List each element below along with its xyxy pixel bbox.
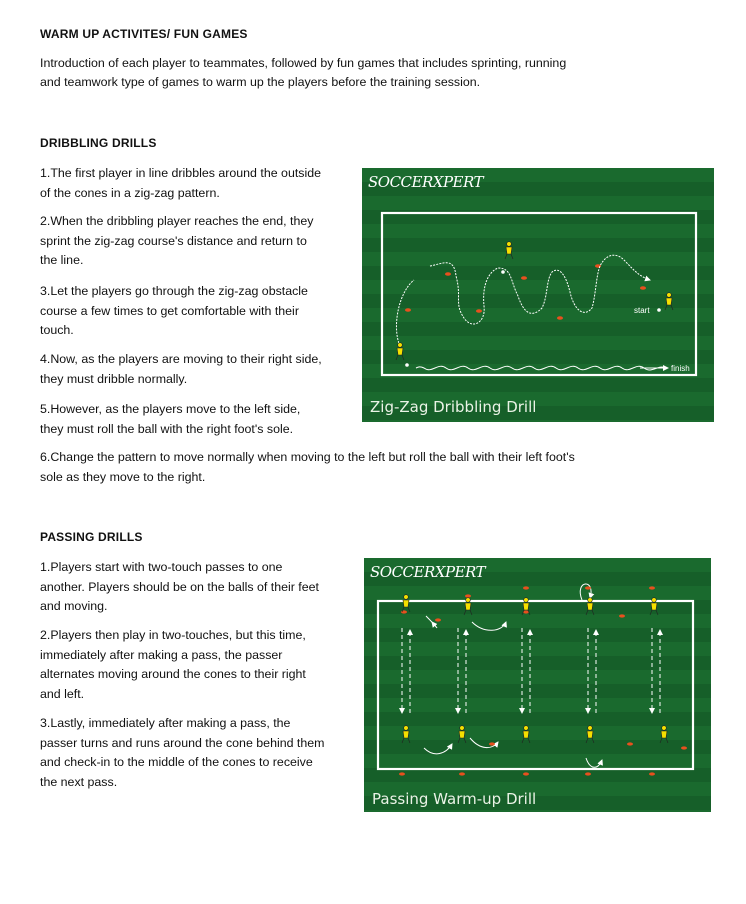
text-line: the next pass. xyxy=(40,774,118,789)
text-line: 5.However, as the players move to the left side, xyxy=(40,402,301,416)
dribbling-step-1 xyxy=(40,164,321,203)
text-line: another. Players should be on the balls of their feet xyxy=(40,579,319,594)
section-heading-dribbling: DRIBBLING DRILLS xyxy=(40,136,157,150)
text-line: 4.Now, as the players are moving to their right side, xyxy=(40,352,322,366)
text-line: of the cones in a zig-zag pattern. xyxy=(40,185,220,200)
text-line: and left. xyxy=(40,686,85,701)
text-line: 1.The first player in line dribbles around the outside xyxy=(40,166,322,180)
passing-step-3 xyxy=(40,714,324,792)
text-line: they must roll the ball with the right foot's sole. xyxy=(40,421,294,436)
text-line: alternates moving around the cones to their right xyxy=(40,667,306,681)
figure-caption: Passing Warm-up Drill xyxy=(372,790,537,808)
soccerxpert-logo: SOCCERXPERT xyxy=(368,173,484,191)
passing-drill-figure xyxy=(364,558,711,812)
text-line: course a few times to get comfortable with their xyxy=(40,303,299,318)
zigzag-field-diagram xyxy=(362,168,714,422)
soccerxpert-logo: SOCCERXPERT xyxy=(370,563,486,581)
text-line: the line. xyxy=(40,253,84,267)
warmup-text-line2: and teamwork type of games to warm up the players before the training session. xyxy=(40,75,481,89)
passing-field-diagram xyxy=(364,558,711,812)
text-line: immediately after making a pass, the passer xyxy=(40,647,283,662)
dribbling-step-6 xyxy=(40,448,575,487)
text-line: 3.Lastly, immediately after making a pass, the xyxy=(40,716,291,730)
text-line: and moving. xyxy=(40,599,108,613)
text-line: 1.Players start with two-touch passes to one xyxy=(40,560,283,574)
text-line: 2.Players then play in two-touches, but this time, xyxy=(40,628,306,642)
text-line: passer turns and runs around the cone behind them xyxy=(40,735,325,750)
dribbling-step-5 xyxy=(40,400,300,439)
section-heading-passing: PASSING DRILLS xyxy=(40,530,143,544)
text-line: sole as they move to the right. xyxy=(40,469,206,484)
warmup-text-line1: Introduction of each player to teammates, followed by fun games that includes sprinting, running xyxy=(40,56,567,70)
text-line: 6.Change the pattern to move normally when moving to the left but roll the ball with their left foot's xyxy=(40,450,575,464)
text-line: they must dribble normally. xyxy=(40,371,188,386)
text-line: 2.When the dribbling player reaches the end, they xyxy=(40,214,314,228)
passing-step-2 xyxy=(40,626,306,704)
text-line: 3.Let the players go through the zig-zag obstacle xyxy=(40,284,308,298)
dribbling-step-4 xyxy=(40,350,322,389)
figure-caption: Zig-Zag Dribbling Drill xyxy=(370,398,537,416)
passing-step-1 xyxy=(40,558,319,617)
text-line: and check-in to the middle of the cones to receive xyxy=(40,755,313,769)
dribbling-step-3 xyxy=(40,282,308,341)
zigzag-drill-figure xyxy=(362,168,714,422)
finish-label: finish xyxy=(671,364,690,373)
dribbling-step-2 xyxy=(40,212,313,271)
section-heading-warmup: WARM UP ACTIVITES/ FUN GAMES xyxy=(40,27,248,41)
start-label: start xyxy=(634,306,650,315)
text-line: touch. xyxy=(40,323,74,337)
text-line: sprint the zig-zag course's distance and return to xyxy=(40,233,307,248)
